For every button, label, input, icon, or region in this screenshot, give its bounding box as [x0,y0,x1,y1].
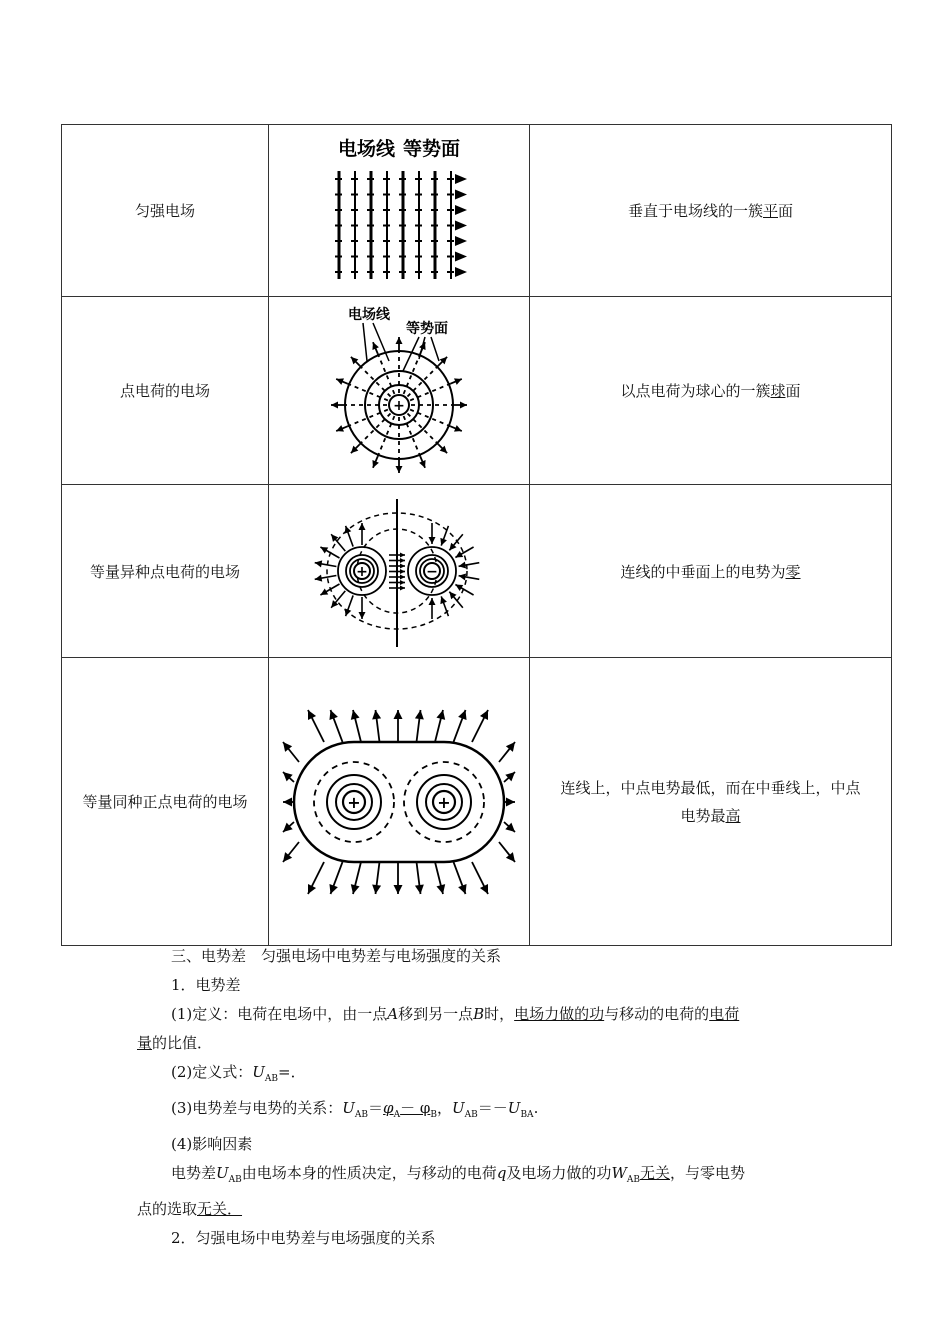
factor-continuation: 点的选取无关． [137,1200,243,1218]
field-name: 等量同种正点电荷的电场 [62,658,269,946]
section-body [137,942,827,1253]
uniform-field-figure [269,125,530,297]
positive-charge-icon: + [356,564,368,580]
definition-formula: (2)定义式：$U_{AB}=$． [171,1063,306,1084]
positive-charge-icon: + [393,397,405,414]
definition-continuation: 量的比值． [137,1034,213,1052]
subsection-title: 1．电势差 [171,976,241,994]
field-description: 垂直于电场线的一簇平面 [627,202,794,220]
field-name: 点电荷的电场 [62,297,269,485]
field-description: 连线的中垂面上的电势为零 [620,562,801,581]
opposite-charges-figure [269,485,530,658]
figure-label: 电场线 等势面 [337,137,461,160]
like-charges-figure [269,658,530,946]
figure-label: 等势面 [406,320,448,337]
relation-formula: (3)电势差与电势的关系：$U_{AB}=\varphi_A- \varphi_B$，$U_{AB}=-U_{BA}$. [171,1099,539,1120]
definition-paragraph: (1)定义：电荷在电场中，由一点A移到另一点B时，电场力做的功与移动的电荷的电荷 [171,1005,740,1023]
figure-label: 电场线 [348,306,390,323]
factor-title: (4)影响因素 [171,1135,253,1153]
negative-charge-icon: − [426,564,438,580]
field-description: 以点电荷为球心的一簇球面 [620,382,801,400]
field-table [61,124,892,946]
field-name: 匀强电场 [62,125,269,297]
factor-paragraph: 电势差$U_{AB}$由电场本身的性质决定，与移动的电荷q及电场力做的功$W_{AB}$无关，与零电势 [171,1164,746,1185]
positive-charge-icon: + [437,792,451,812]
field-name: 等量异种点电荷的电场 [62,485,269,658]
table-row [62,485,892,658]
positive-charge-icon: + [347,792,361,812]
subsection-title: 2．匀强电场中电势差与电场强度的关系 [171,1229,436,1247]
table-row [62,125,892,297]
section-heading: 三、电势差 匀强电场中电势差与电场强度的关系 [171,947,502,965]
field-description: 连线上，中点电势最低，而在中垂线上，中点 电势最高 [560,778,861,825]
point-charge-figure [269,297,530,485]
table-row [62,658,892,946]
table-row [62,297,892,485]
